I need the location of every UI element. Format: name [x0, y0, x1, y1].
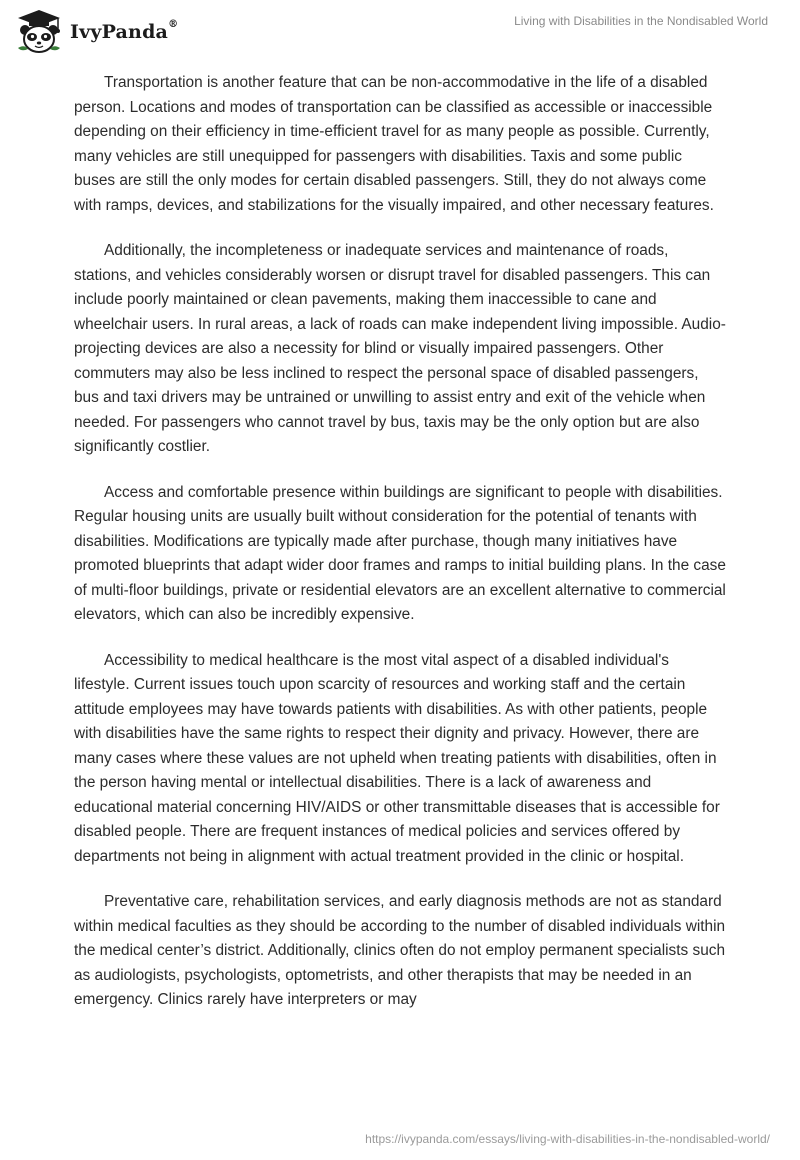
paragraph: Additionally, the incompleteness or inadequate services and maintenance of roads, stations, and vehicles considerably worsen or disrupt travel for disabled passengers. This can include poorly maintained or clean pavements, making them inaccessible to cane and wheelchair users. In rural areas, a lack of roads can make independent living impossible. Audio-projecting devices are also a necessity for blind or visually impaired passengers. Other commuters may also be less inclined to respect the personal space of disabled passengers, bus and taxi drivers may be untrained or unwilling to assist entry and exit of the vehicle when needed. For passengers who cannot travel by bus, taxis may be the only option but are also significantly costlier.: [74, 242, 726, 455]
paragraph: Accessibility to medical healthcare is the most vital aspect of a disabled individual's lifestyle. Current issues touch upon scarcity of resources and working staff and the certain attitude employees may have towards patients with disabilities. As with other patients, people with disabilities have the same rights to respect their dignity and privacy. However, there are many cases where these values are not upheld when treating patients with disabilities, often in the person having mental or intellectual disabilities. There is a lack of awareness and educational material concerning HIV/AIDS or other transmittable diseases that is accessible for disabled people. There are frequent instances of medical policies and services offered by departments not being in alignment with actual treatment provided in the clinic or hospital.: [74, 651, 720, 865]
paragraph: Preventative care, rehabilitation services, and early diagnosis methods are not as standard within medical faculties as they should be according to the number of disabled individuals within the medical center’s district. Additionally, clinics often do not employ permanent specialists such as audiologists, psychologists, optometrists, and other therapists that may be needed in an emergency. Clinics rarely have interpreters or may: [74, 893, 726, 1008]
document-title: Living with Disabilities in the Nondisabled World: [514, 14, 768, 28]
source-url-link[interactable]: https://ivypanda.com/essays/living-with-disabilities-in-the-nondisabled-world/: [365, 1132, 770, 1146]
ivypanda-logo[interactable]: [14, 8, 178, 56]
paragraph: Access and comfortable presence within buildings are significant to people with disabilities. Regular housing units are usually built without consideration for the potential of tenants with disabilities. Modifications are typically made after purchase, though many initiatives have promoted blueprints that adapt wider door frames and ramps to initial building plans. In the case of multi-floor buildings, private or residential elevators are an excellent alternative to commercial elevators, which can also be incredibly expensive.: [74, 483, 726, 623]
page-header: [0, 0, 800, 60]
essay-body: [74, 71, 726, 1034]
paragraph: Transportation is another feature that can be non-accommodative in the life of a disabled person. Locations and modes of transportation can be classified as accessible or inaccessible depending on their efficiency in time-efficient travel for as many people as possible. Currently, many vehicles are still unequipped for passengers with disabilities. Taxis and some public buses are still the only modes for certain disabled passengers. Still, they do not always come with ramps, devices, and stabilizations for the visually impaired, and other necessary features.: [74, 74, 714, 214]
logo-wordmark: IvyPanda®: [70, 19, 179, 43]
panda-icon: [14, 8, 64, 56]
